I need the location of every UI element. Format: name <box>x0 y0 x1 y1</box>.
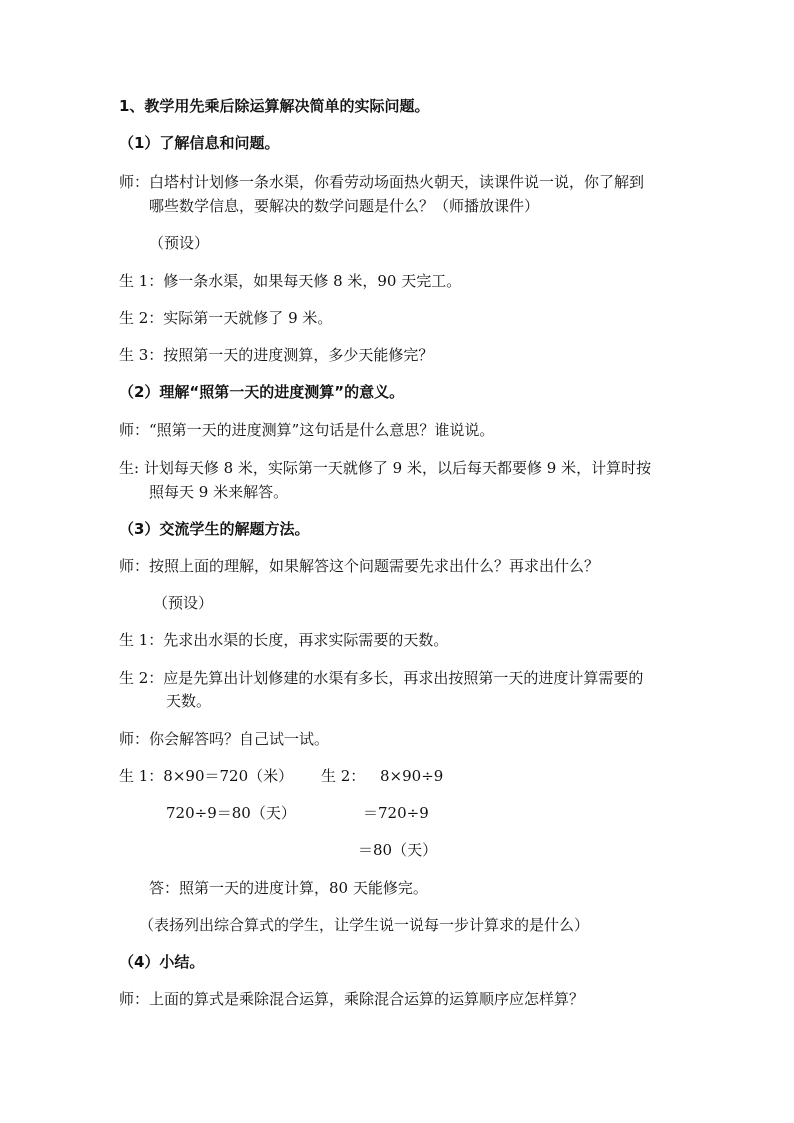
part2-heading: （2）理解“照第一天的进度测算”的意义。 <box>119 383 405 401</box>
preset-label: （预设） <box>153 594 214 612</box>
teacher-line: 师：“照第一天的进度测算”这句话是什么意思？谁说说。 <box>119 421 495 439</box>
calc-student1-step1: 生 1：8×90＝720（米） <box>119 767 294 785</box>
calc-student2-step3: ＝80（天） <box>358 841 438 859</box>
student-line: 生 1：修一条水渠，如果每天修 8 米，90 天完工。 <box>119 272 462 290</box>
teacher-line: 师：你会解答吗？自己试一试。 <box>119 730 330 748</box>
teacher-line: 师：上面的算式是乘除混合运算，乘除混合运算的运算顺序应怎样算？ <box>119 990 585 1008</box>
teacher-line: 师：按照上面的理解，如果解答这个问题需要先求出什么？再求出什么？ <box>119 557 600 575</box>
preset-label: （预设） <box>149 234 210 252</box>
teacher-note: （表扬列出综合算式的学生，让学生说一说每一步计算求的是什么） <box>139 916 590 934</box>
student-line: 生: 计划每天修 8 米，实际第一天就修了 9 米，以后每天都要修 9 米，计算时按 <box>119 459 652 477</box>
part3-heading: （3）交流学生的解题方法。 <box>119 520 310 538</box>
teacher-line-cont: 哪些数学信息，要解决的数学问题是什么？（师播放课件） <box>149 197 540 215</box>
student-line: 生 2：实际第一天就修了 9 米。 <box>119 309 333 327</box>
calc-student2-step2: ＝720÷9 <box>363 804 429 822</box>
part4-heading: （4）小结。 <box>119 953 205 971</box>
calc-student1-step2: 720÷9＝80（天） <box>166 804 296 822</box>
student-line: 生 2：应是先算出计划修建的水渠有多长，再求出按照第一天的进度计算需要的 <box>119 669 644 687</box>
student-line-cont: 天数。 <box>166 692 212 710</box>
part1-heading: （1）了解信息和问题。 <box>119 134 280 152</box>
student-line: 生 3：按照第一天的进度测算，多少天能修完？ <box>119 346 434 364</box>
calc-student2-step1: 8×90÷9 <box>380 767 444 785</box>
student-line: 生 1：先求出水渠的长度，再求实际需要的天数。 <box>119 631 449 649</box>
teacher-line: 师：白塔村计划修一条水渠，你看劳动场面热火朝天，读课件说一说，你了解到 <box>119 173 645 191</box>
section-title: 1、教学用先乘后除运算解决简单的实际问题。 <box>119 97 430 115</box>
calc-student2-label: 生 2： <box>321 767 366 785</box>
student-line-cont: 照每天 9 米来解答。 <box>149 483 289 501</box>
answer-line: 答：照第一天的进度计算，80 天能修完。 <box>149 879 428 897</box>
